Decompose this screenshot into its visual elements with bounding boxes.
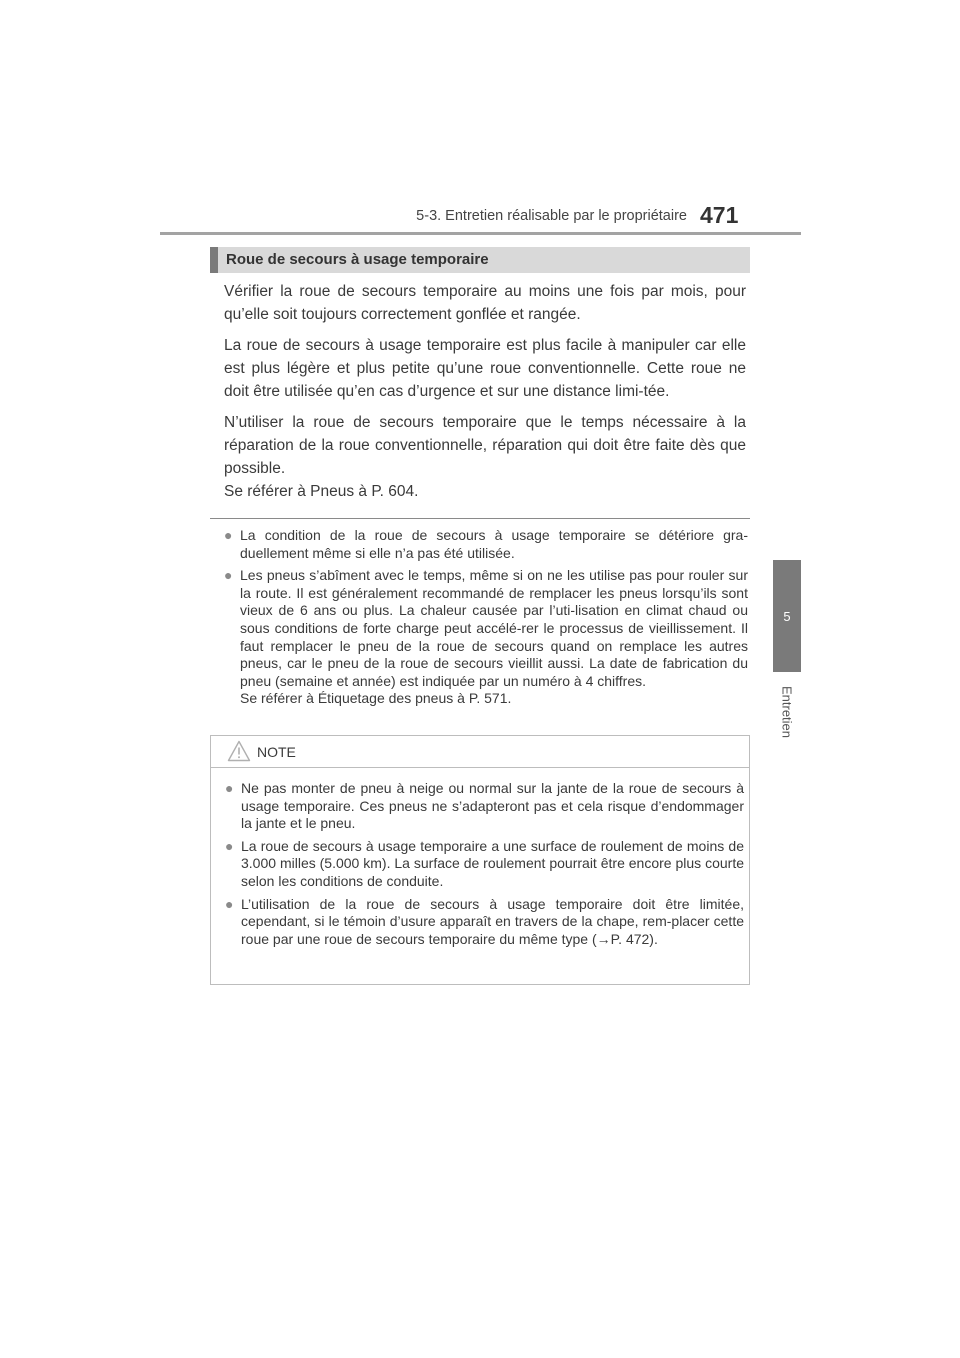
note-box [210,735,750,985]
chapter-tab [773,560,801,672]
chapter-label-text: Entretien [779,685,795,739]
list-item-text: L’utilisation de la roue de secours à usage temporaire doit être limitée, cependant, si le témoin d’usure apparaît en travers de la chape, rem-placer cette roue par une roue de secours temporaire du même type (→P. 472). [241,895,744,947]
section-body [224,280,746,503]
bullet-dot-icon: ● [225,895,234,912]
section-title-accent [210,247,218,273]
note-header [211,736,749,768]
note-items [225,780,744,953]
list-item-text: Ne pas monter de pneu à neige ou normal sur la jante de la roue de secours à usage temporaire. Ces pneus ne s’adapteront pas et cela risque d’endommager la jante et le pneu. [241,780,744,832]
header-rule [160,232,801,235]
page-number: 471 [700,202,739,228]
chapter-number: 5 [783,608,791,624]
list-item-text: La roue de secours à usage temporaire a une surface de roulement de moins de 3.000 milles (5.000 km). La surface de roulement pourrait être encore plus courte selon les conditions de conduite. [241,837,744,889]
list-item-reference: Se référer à Étiquetage des pneus à P. 571. [240,690,512,707]
chapter-label [769,672,805,752]
list-item [225,780,744,833]
list-item-text: Les pneus s’abîment avec le temps, même si on ne les utilise pas pour rouler sur la route. Il est généralement recommandé de remplacer les pneus lorsqu’ils sont vieux de 6 ans ou plus. La chaleur causée par l’uti-lisation en climat chaud ou sous conditions de forte charge peut accélé-rer le processus de vieillissement. Il faut remplacer le pneu de la roue de secours quand on remplace les autres pneus, car le pneu de la roue de secours vieillit aussi. La date de fabrication du pneu (semaine et année) est indiquée par un numéro à 4 chiffres. [240,567,748,689]
bullet-dot-icon: ● [225,837,234,854]
list-item [225,896,744,949]
list-item-text: La condition de la roue de secours à usage temporaire se détériore gra-duellement même si elle n’a pas été utilisée. [240,527,748,561]
list-item [224,567,748,708]
body-paragraph: N’utiliser la roue de secours temporaire que le temps nécessaire à la réparation de la roue conventionnelle, réparation qui doit être faite dès que possible. [224,414,746,477]
list-item [225,838,744,891]
section-title: Roue de secours à usage temporaire [226,251,489,268]
section-separator [210,518,750,519]
bullet-dot-icon: ● [225,780,234,796]
info-bullet-list [224,527,748,713]
warning-triangle-icon [227,740,251,762]
bullet-dot-icon: ● [224,567,233,584]
body-paragraph: Vérifier la roue de secours temporaire au moins une fois par mois, pour qu’elle soit toujours correctement gonflée et rangée. [224,283,746,323]
section-title-bar [210,247,750,273]
note-title: NOTE [257,744,296,760]
list-item [224,527,748,562]
running-header-section: 5-3. Entretien réalisable par le propriétaire [416,208,687,224]
body-paragraph: La roue de secours à usage temporaire est plus facile à manipuler car elle est plus légère et plus petite qu’une roue conventionnelle. Cette roue ne doit être utilisée qu’en cas d’urgence et sur une distance limi-tée. [224,337,746,400]
body-paragraph-reference: Se référer à Pneus à P. 604. [224,483,419,500]
bullet-dot-icon: ● [224,527,233,543]
